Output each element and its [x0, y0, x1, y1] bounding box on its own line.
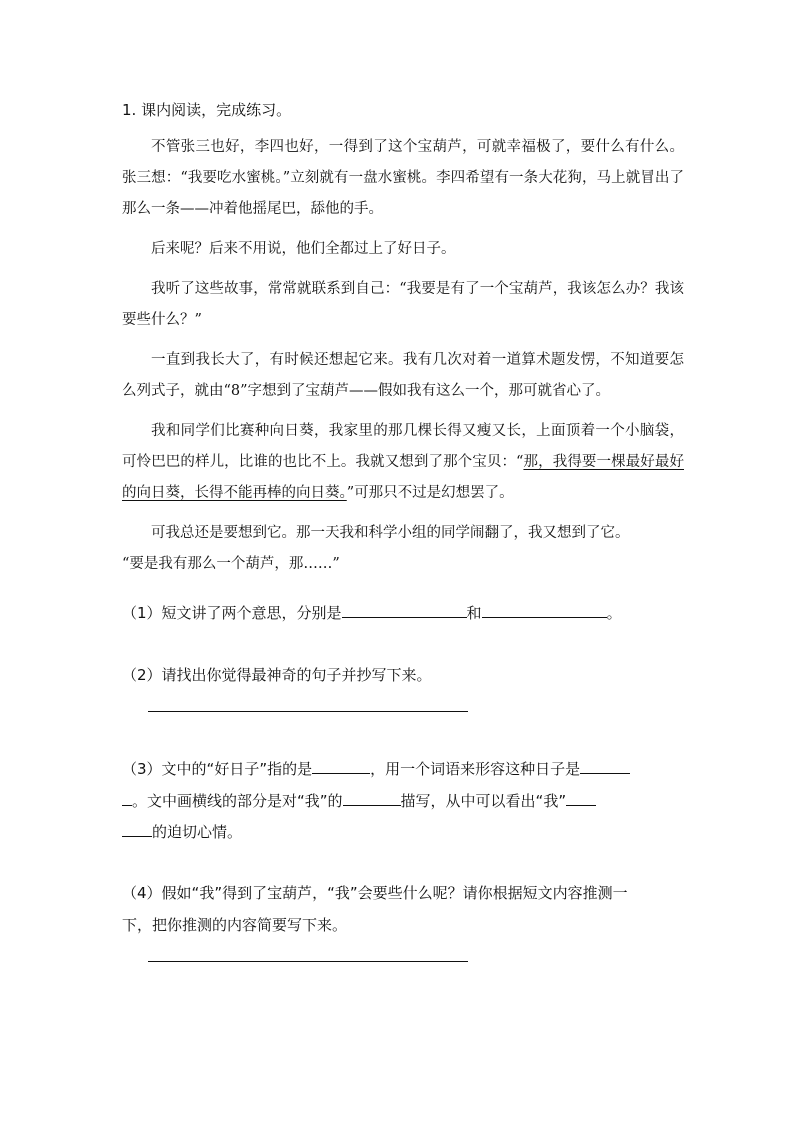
- question-3-line-1: [122, 754, 682, 785]
- q1-answer-blank-1[interactable]: [342, 599, 467, 618]
- q3-answer-blank-4-continued[interactable]: [122, 818, 152, 837]
- question-2: （2）请找出你觉得最神奇的句子并抄写下来。: [122, 666, 432, 684]
- question-3-line-3: [122, 817, 682, 848]
- q3-prompt-2: ，用一个词语来形容这种日子是: [370, 760, 581, 778]
- q2-answer-line[interactable]: [148, 711, 468, 712]
- q3-answer-blank-2-continued[interactable]: [122, 787, 132, 806]
- passage-paragraph-5: [122, 416, 684, 509]
- q3-prompt-3: 。文中画横线的部分是对“我”的: [132, 792, 343, 810]
- question-3-line-2: [122, 786, 682, 817]
- q1-period: 。: [606, 604, 622, 622]
- q3-prompt-1: （3）文中的“好日子”指的是: [122, 760, 313, 778]
- question-title: 1. 课内阅读，完成练习。: [122, 101, 292, 119]
- q3-prompt-5: 的迫切心情。: [152, 823, 243, 841]
- underlined-sentence: 那，我得要一棵最好最好的向日葵，长得不能再棒的向日葵。: [122, 454, 684, 501]
- paragraph-5-text-before: 我和同学们比赛种向日葵，我家里的那几棵长得又瘦又长，上面顶着一个小脑袋，可怜巴巴的样儿，比谁的也比不上。我就又想到了那个宝贝：“: [122, 423, 684, 470]
- q3-answer-blank-1[interactable]: [312, 755, 370, 774]
- passage-paragraph-7: “要是我有那么一个葫芦，那……”: [122, 556, 340, 572]
- passage-paragraph-6: 可我总还是要想到它。那一天我和科学小组的同学闹翻了，我又想到了它。: [151, 525, 630, 541]
- question-4-line-2: 下，把你推测的内容简要写下来。: [122, 916, 348, 934]
- passage-paragraph-4: 一直到我长大了，有时候还想起它来。我有几次对着一道算术题发愣，不知道要怎么列式子，就由“8”字想到了宝葫芦——假如我有这么一个，那可就省心了。: [122, 352, 684, 399]
- q3-answer-blank-3[interactable]: [343, 787, 401, 806]
- q3-prompt-4: 描写，从中可以看出“我”: [400, 792, 567, 810]
- q1-answer-blank-2[interactable]: [482, 599, 607, 618]
- q3-answer-blank-2[interactable]: [580, 755, 630, 774]
- passage-paragraph-1: 不管张三也好，李四也好，一得到了这个宝葫芦，可就幸福极了，要什么有什么。张三想：“我要吃水蜜桃。”立刻就有一盘水蜜桃。李四希望有一条大花狗，马上就冒出了那么一条——冲着他摇尾巴，舔他的手。: [122, 139, 684, 217]
- q1-connector: 和: [466, 604, 482, 622]
- passage-paragraph-2: 后来呢？后来不用说，他们全都过上了好日子。: [151, 241, 456, 257]
- paragraph-5-text-after: ”可那只不过是幻想罢了。: [346, 485, 514, 501]
- question-4-line-1: （4）假如“我”得到了宝葫芦，“我”会要些什么呢？请你根据短文内容推测一: [122, 884, 628, 902]
- q4-answer-line[interactable]: [148, 961, 468, 962]
- q1-prompt: （1）短文讲了两个意思，分别是: [122, 604, 342, 622]
- q3-answer-blank-4[interactable]: [566, 787, 596, 806]
- passage-paragraph-3: 我听了这些故事，常常就联系到自己：“我要是有了一个宝葫芦，我该怎么办？我该要些什么？”: [122, 281, 684, 328]
- reading-passage: [122, 132, 684, 589]
- question-1: [122, 598, 682, 629]
